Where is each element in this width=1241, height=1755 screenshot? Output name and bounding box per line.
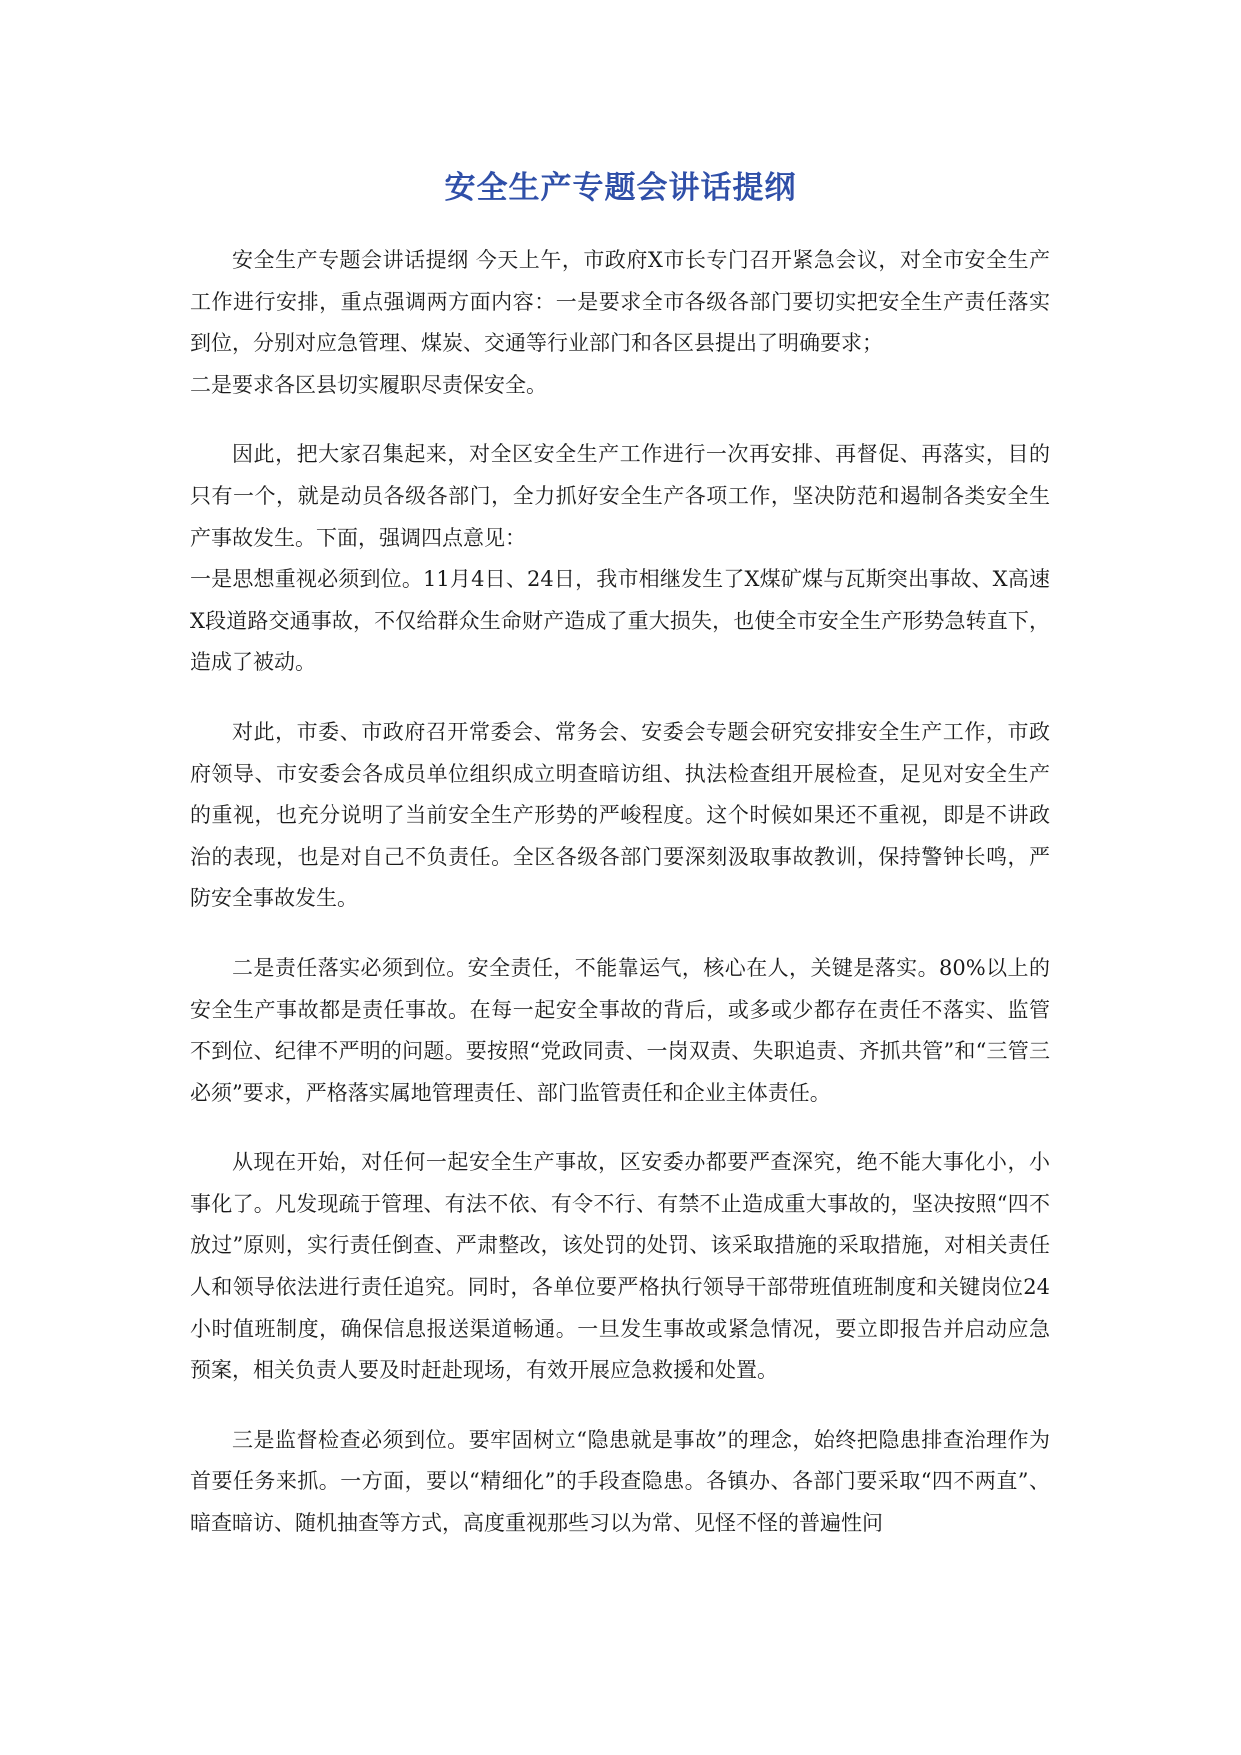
paragraph-point-three: 三是监督检查必须到位。要牢固树立“隐患就是事故”的理念，始终把隐患排查治理作为首要任务来抓。一方面，要以“精细化”的手段查隐患。各镇办、各部门要采取“四不两直”、暗查暗访、随机抽查等方式，高度重视那些习以为常、见怪不怪的普遍性问	[190, 1427, 1050, 1536]
document-body	[190, 240, 1050, 1573]
paragraph-point-two: 二是责任落实必须到位。安全责任，不能靠运气，核心在人，关键是落实。80%以上的安全生产事故都是责任事故。在每一起安全事故的背后，或多或少都存在责任不落实、监管不到位、纪律不严明的问题。要按照“党政同责、一岗双责、失职追责、齐抓共管”和“三管三必须”要求，严格落实属地管理责任、部门监管责任和企业主体责任。	[190, 955, 1050, 1105]
document-title: 安全生产专题会讲话提纲	[444, 170, 797, 206]
paragraph-point-one-detail: 对此，市委、市政府召开常委会、常务会、安委会专题会研究安排安全生产工作，市政府领导、市安委会各成员单位组织成立明查暗访组、执法检查组开展检查，足见对安全生产的重视，也充分说明了当前安全生产形势的严峻程度。这个时候如果还不重视，即是不讲政治的表现，也是对自己不负责任。全区各级各部门要深刻汲取事故教训，保持警钟长鸣，严防安全事故发生。	[190, 719, 1050, 911]
paragraph-intro-point-two: 二是要求各区县切实履职尽责保安全。	[190, 372, 547, 397]
paragraph-intro: 安全生产专题会讲话提纲 今天上午，市政府X市长专门召开紧急会议，对全市安全生产工作进行安排，重点强调两方面内容：一是要求全市各级各部门要切实把安全生产责任落实到位，分别对应急管理、煤炭、交通等行业部门和各区县提出了明确要求；	[190, 248, 1050, 356]
paragraph-point-one: 一是思想重视必须到位。11月4日、24日，我市相继发生了X煤矿煤与瓦斯突出事故、X高速X段道路交通事故，不仅给群众生命财产造成了重大损失，也使全市安全生产形势急转直下，造成了被动。	[190, 567, 1050, 675]
paragraph-point-two-detail: 从现在开始，对任何一起安全生产事故，区安委办都要严查深究，绝不能大事化小，小事化了。凡发现疏于管理、有法不依、有令不行、有禁不止造成重大事故的，坚决按照“四不放过”原则，实行责任倒查、严肃整改，该处罚的处罚、该采取措施的采取措施，对相关责任人和领导依法进行责任追究。同时，各单位要严格执行领导干部带班值班制度和关键岗位24小时值班制度，确保信息报送渠道畅通。一旦发生事故或紧急情况，要立即报告并启动应急预案，相关负责人要及时赶赴现场，有效开展应急救援和处置。	[190, 1150, 1050, 1383]
paragraph-purpose: 因此，把大家召集起来，对全区安全生产工作进行一次再安排、再督促、再落实，目的只有一个，就是动员各级各部门，全力抓好安全生产各项工作，坚决防范和遏制各类安全生产事故发生。下面，强调四点意见：	[190, 442, 1050, 550]
